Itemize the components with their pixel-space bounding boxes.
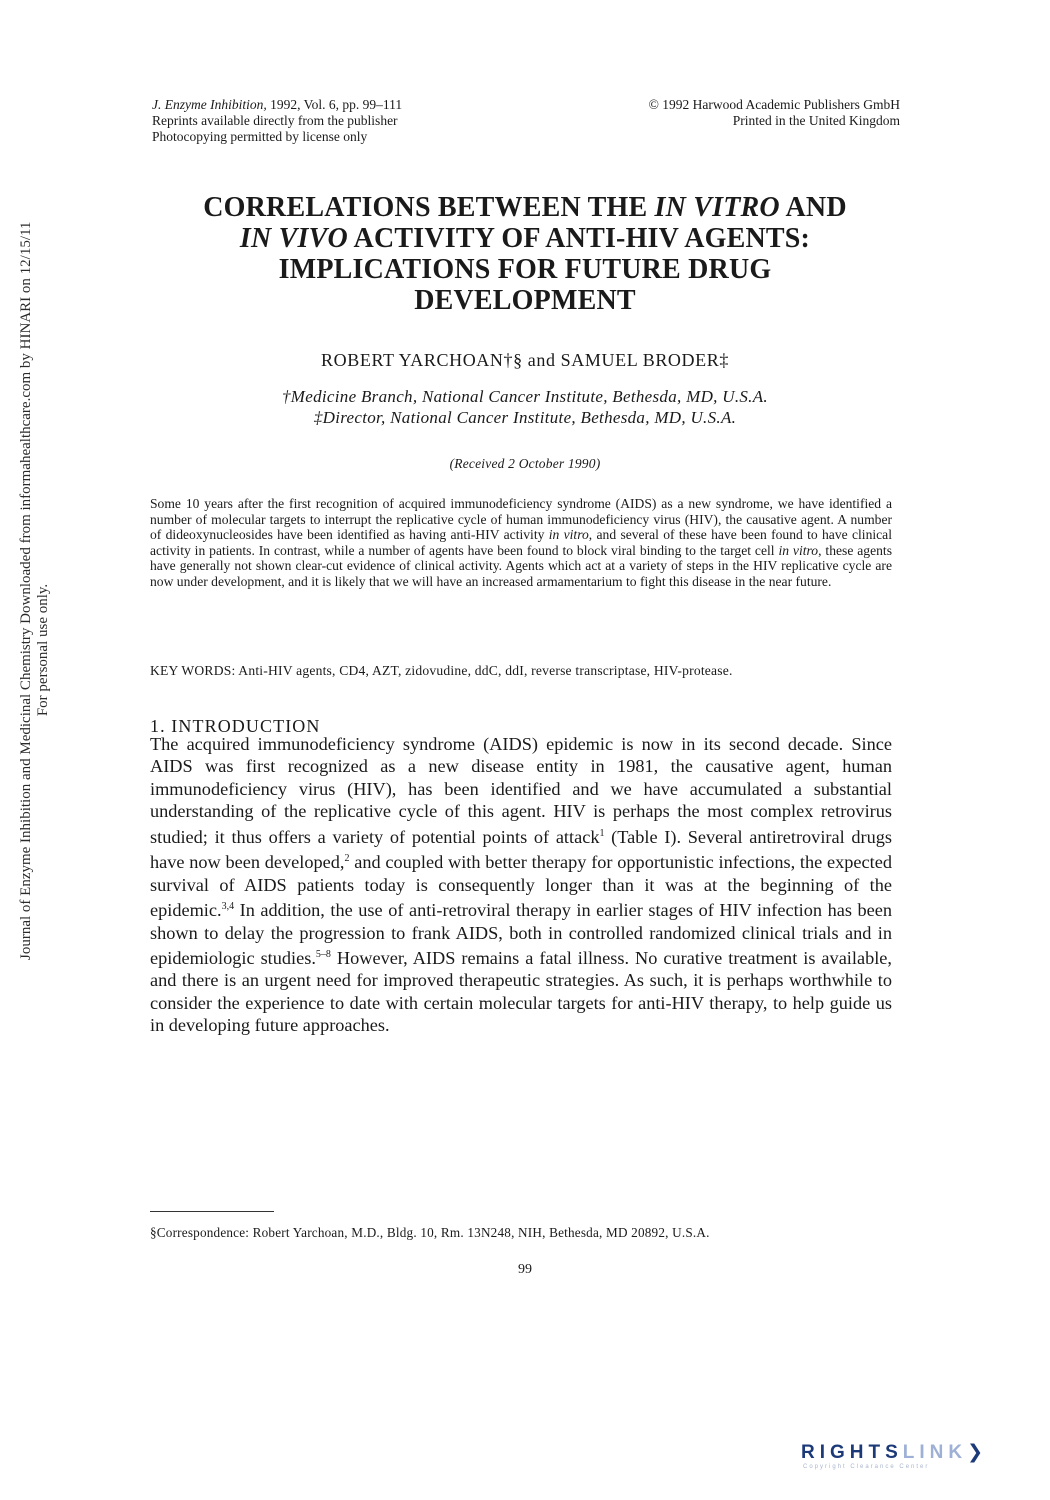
- abstract-italic: in vitro: [778, 542, 819, 558]
- introduction-body: [150, 733, 892, 1037]
- keywords: KEY WORDS: Anti-HIV agents, CD4, AZT, zidovudine, ddC, ddI, reverse transcriptase, HIV-protease.: [150, 663, 733, 678]
- body-text: In addition, the use of anti-retroviral therapy in earlier stages of HIV infection has been shown to delay the progression to frank AIDS, both in controlled randomized clinical trials and in epidemiologic studies.: [150, 900, 892, 969]
- author-list: ROBERT YARCHOAN†§ and SAMUEL BRODER‡: [321, 350, 729, 370]
- citation-ref: 1: [599, 827, 605, 839]
- photocopy-note: Photocopying permitted by license only: [152, 129, 368, 144]
- rightslink-light: LINK: [902, 1442, 968, 1463]
- page-number: 99: [518, 1262, 532, 1277]
- body-text: The acquired immunodeficiency syndrome (AIDS) epidemic is now in its second decade. Since AIDS was first recognized as a new disease entity in 1981, the causative agent, human immunodeficiency virus (HIV), has been identified and we have accumulated a substantial understanding of the replicative cycle of this agent. HIV is perhaps the most complex retrovirus studied; it thus offers a variety of potential points of attack: [150, 734, 892, 847]
- paragraph: [150, 733, 892, 1037]
- section-heading: 1. INTRODUCTION: [150, 716, 321, 736]
- rightslink-arrow-icon: ❯: [967, 1442, 984, 1463]
- title-text: DEVELOPMENT: [414, 285, 636, 316]
- abstract-text: Some 10 years after the first recognition of acquired immunodeficiency syndrome (AIDS) as a new syndrome, we have identified a number of molecular targets to interrupt the replicative cycle of human immunodeficiency virus (HIV), the causative agent. A number of dideoxynucleosides have been identified as having anti-HIV activity: [150, 496, 892, 543]
- printed-in-line: Printed in the United Kingdom: [732, 113, 900, 128]
- rightslink-subtitle: Copyright Clearance Center: [803, 1464, 930, 1470]
- citation-ref: 2: [344, 853, 350, 865]
- abstract: [150, 496, 892, 590]
- rightslink-dark: RIGHTS: [801, 1442, 903, 1463]
- title-text: IMPLICATIONS FOR FUTURE DRUG: [278, 254, 772, 285]
- affiliation-1: †Medicine Branch, National Cancer Institute, Bethesda, MD, U.S.A.: [282, 387, 768, 406]
- title-italic: IN VIVO: [239, 223, 348, 254]
- body-text: and coupled with better therapy for opportunistic infections, the expected survival of AIDS patients today is consequently longer than it was at the beginning of the epidemic.: [150, 852, 892, 921]
- abstract-text: , and several of these have been found to have clinical activity in patients. In contrast, while a number of agents have been found to block viral binding to the target cell: [150, 527, 892, 558]
- publisher-header: [560, 97, 900, 129]
- citation-ref: 3,4: [221, 901, 235, 913]
- citation-ref: 5–8: [315, 948, 331, 960]
- affiliations: [150, 386, 900, 428]
- journal-citation-header: [152, 97, 482, 145]
- journal-name: J. Enzyme Inhibition,: [152, 97, 267, 112]
- abstract-text: , these agents have generally not shown clear-cut evidence of clinical activity. Agents which act at a variety of steps in the HIV replicative cycle are now under development, and it is likely that we will have an increased armamentarium to fight this disease in the near future.: [150, 542, 892, 589]
- reprints-note: Reprints available directly from the publisher: [152, 113, 398, 128]
- copyright-line: © 1992 Harwood Academic Publishers GmbH: [648, 97, 900, 112]
- affiliation-2: ‡Director, National Cancer Institute, Bethesda, MD, U.S.A.: [313, 408, 737, 427]
- correspondence-footnote: §Correspondence: Robert Yarchoan, M.D., Bldg. 10, Rm. 13N248, NIH, Bethesda, MD 20892, U.S.A.: [150, 1225, 710, 1240]
- abstract-italic: in vitro: [548, 527, 589, 543]
- title-text: ACTIVITY OF ANTI-HIV AGENTS:: [347, 223, 811, 254]
- body-text: However, AIDS remains a fatal illness. No curative treatment is available, and there is an urgent need for improved therapeutic strategies. As such, it is perhaps worthwhile to consider the experience to date with certain molecular targets for anti-HIV therapy, to help guide us in developing future approaches.: [150, 948, 892, 1036]
- received-date: (Received 2 October 1990): [449, 456, 601, 471]
- watermark-line-1: Journal of Enzyme Inhibition and Medicinal Chemistry Downloaded from informahealthcare.com by HINARI on 12/15/11: [18, 221, 34, 960]
- rightslink-logo[interactable]: [801, 1441, 1031, 1481]
- title-text: CORRELATIONS BETWEEN THE: [203, 192, 655, 223]
- download-watermark: [18, 221, 54, 960]
- footnote-rule: [150, 1211, 274, 1212]
- body-text: (Table I). Several antiretroviral drugs have now been developed,: [150, 826, 893, 873]
- watermark-line-2: For personal use only.: [35, 583, 51, 717]
- journal-volume: 1992, Vol. 6, pp. 99–111: [266, 97, 403, 112]
- title-text: AND: [779, 192, 847, 223]
- article-title: [150, 192, 900, 316]
- title-italic: IN VITRO: [654, 192, 780, 223]
